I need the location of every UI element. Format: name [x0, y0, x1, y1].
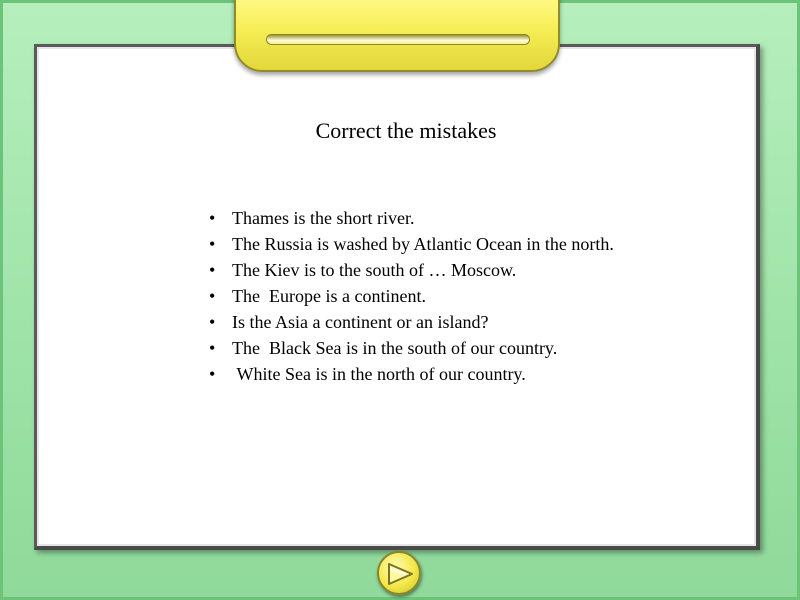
- bullet-marker: •: [209, 338, 216, 358]
- bullet-marker: •: [209, 208, 216, 228]
- play-arrow-icon: [385, 561, 415, 587]
- list-item-text: Thames is the short river.: [232, 208, 415, 228]
- list-item-text: White Sea is in the north of our country.: [232, 364, 526, 384]
- list-item: [209, 257, 649, 283]
- list-item: [209, 231, 649, 257]
- tab-slot: [266, 34, 530, 45]
- top-decorative-tab: [234, 0, 560, 72]
- list-item: [209, 283, 649, 309]
- bullet-marker: •: [209, 364, 216, 384]
- list-item: [209, 309, 649, 335]
- list-item-text: The Europe is a continent.: [232, 286, 426, 306]
- list-item: [209, 335, 649, 361]
- bullet-marker: •: [209, 312, 216, 332]
- mistakes-list: [209, 205, 649, 387]
- list-item-text: The Black Sea is in the south of our country.: [232, 338, 558, 358]
- list-item: [209, 205, 649, 231]
- list-item-text: Is the Asia a continent or an island?: [232, 312, 489, 332]
- frame-edge-left: [0, 0, 3, 600]
- bullet-marker: •: [209, 234, 216, 254]
- list-item-text: The Kiev is to the south of … Moscow.: [232, 260, 517, 280]
- slide-title: Correct the mistakes: [315, 118, 497, 143]
- bullet-marker: •: [209, 260, 216, 280]
- next-slide-button[interactable]: [377, 551, 421, 595]
- bullet-marker: •: [209, 286, 216, 306]
- list-item-text: The Russia is washed by Atlantic Ocean in the north.: [232, 234, 614, 254]
- list-item: [209, 361, 649, 387]
